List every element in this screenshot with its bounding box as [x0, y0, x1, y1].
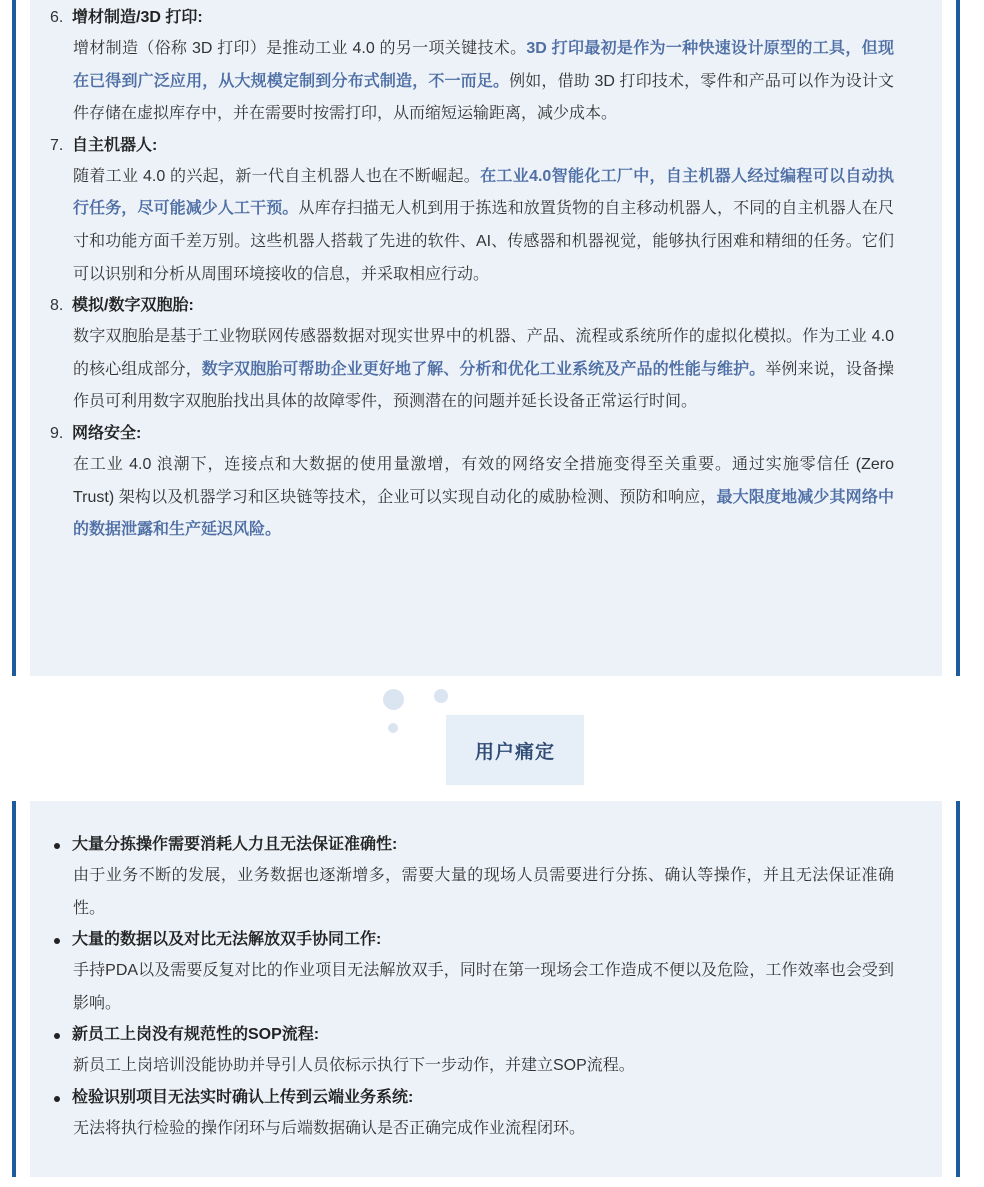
list-item	[30, 830, 942, 925]
item-title: 模拟/数字双胞胎:	[72, 297, 194, 315]
item-title: 网络安全:	[72, 424, 142, 442]
item-body: 数字双胞胎是基于工业物联网传感器数据对现实世界中的机器、产品、流程或系统所作的虚拟化模拟。作为工业 4.0 的核心组成部分，数字双胞胎可帮助企业更好地了解、分析和优化工业系统及产品的性能与维护。举例来说，设备操作员可利用数字双胞胎找出具体的故障零件，预测潜在的问题并延长设备正常运行时间。	[73, 328, 894, 411]
list-item	[30, 419, 942, 547]
decor-circle-large	[383, 689, 404, 710]
list-item	[30, 925, 942, 1020]
list-item	[30, 291, 942, 419]
highlight-text: 最大限度地减少其网络中的数据泄露和生产延迟风险。	[73, 488, 894, 539]
list-item	[30, 131, 942, 291]
pain-points-list	[30, 830, 942, 1146]
decor-circle-right	[434, 689, 448, 703]
item-title: 新员工上岗没有规范性的SOP流程:	[72, 1026, 320, 1044]
item-body: 新员工上岗培训没能协助并导引人员依标示执行下一步动作，并建立SOP流程。	[73, 1057, 635, 1075]
section-heading: 用户痛定	[446, 715, 584, 785]
item-body: 在工业 4.0 浪潮下，连接点和大数据的使用量激增，有效的网络安全措施变得至关重要。通过实施零信任 (Zero Trust) 架构以及机器学习和区块链等技术，企业可以实现自动化的威胁检测、预防和响应，最大限度地减少其网络中的数据泄露和生产延迟风险。	[73, 455, 894, 539]
highlight-text: 3D 打印最初是作为一种快速设计原型的工具，但现在已得到广泛应用，从大规模定制到分布式制造，不一而足。	[73, 40, 894, 90]
list-item	[30, 1083, 942, 1146]
bullet-dot	[54, 938, 60, 944]
item-body: 无法将执行检验的操作闭环与后端数据确认是否正确完成作业流程闭环。	[73, 1119, 586, 1137]
list-item	[30, 1020, 942, 1083]
decor-circle-small	[388, 723, 398, 733]
bullet-dot	[54, 1096, 60, 1102]
item-number: 8.	[50, 297, 64, 315]
pain-points-panel	[30, 801, 942, 1177]
item-body: 手持PDA以及需要反复对比的作业项目无法解放双手，同时在第一现场会工作造成不便以及危险，工作效率也会受到影响。	[73, 962, 894, 1012]
bullet-dot	[54, 843, 60, 849]
left-accent-bar-top	[12, 0, 16, 676]
item-title: 增材制造/3D 打印:	[72, 9, 203, 26]
item-body: 由于业务不断的发展，业务数据也逐渐增多，需要大量的现场人员需要进行分拣、确认等操作，并且无法保证准确性。	[73, 867, 894, 917]
highlight-text: 数字双胞胎可帮助企业更好地了解、分析和优化工业系统及产品的性能与维护。	[201, 360, 766, 378]
right-accent-bar-bottom	[956, 801, 960, 1177]
highlight-text: 在工业4.0智能化工厂中，自主机器人经过编程可以自动执行任务，尽可能减少人工干预。	[73, 167, 894, 218]
list-item	[30, 3, 942, 131]
tech-list	[30, 3, 942, 547]
item-title: 大量分拣操作需要消耗人力且无法保证准确性:	[72, 836, 398, 853]
bullet-dot	[54, 1033, 60, 1039]
item-number: 9.	[50, 424, 64, 442]
item-body: 增材制造（俗称 3D 打印）是推动工业 4.0 的另一项关键技术。3D 打印最初是作为一种快速设计原型的工具，但现在已得到广泛应用，从大规模定制到分布式制造，不一而足。例如，借助 3D 打印技术，零件和产品可以作为设计文件存储在虚拟库存中，并在需要时按需打印，从而缩短运输距离，减少成本。	[73, 40, 894, 123]
left-accent-bar-bottom	[12, 801, 16, 1177]
item-number: 7.	[50, 136, 64, 154]
item-number: 6.	[50, 9, 64, 26]
item-title: 大量的数据以及对比无法解放双手协同工作:	[72, 931, 382, 949]
item-title: 自主机器人:	[72, 136, 158, 154]
tech-list-panel	[30, 0, 942, 676]
item-title: 检验识别项目无法实时确认上传到云端业务系统:	[72, 1088, 414, 1106]
right-accent-bar-top	[956, 0, 960, 676]
item-body: 随着工业 4.0 的兴起，新一代自主机器人也在不断崛起。在工业4.0智能化工厂中，自主机器人经过编程可以自动执行任务，尽可能减少人工干预。从库存扫描无人机到用于拣选和放置货物的自主移动机器人，不同的自主机器人在尺寸和功能方面千差万别。这些机器人搭载了先进的软件、AI、传感器和机器视觉，能够执行困难和精细的任务。它们可以识别和分析从周围环境接收的信息，并采取相应行动。	[73, 167, 894, 283]
